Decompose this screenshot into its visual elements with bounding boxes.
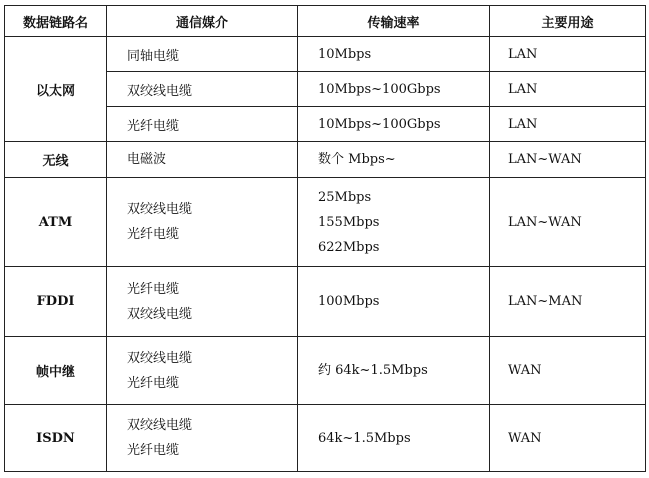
table-row-ethernet-coax bbox=[5, 37, 646, 72]
table-row-fddi bbox=[5, 267, 646, 337]
header-row bbox=[5, 6, 646, 37]
media-line: 光纤电缆 bbox=[127, 227, 180, 242]
cell-usage: LAN bbox=[490, 72, 646, 107]
cell-usage: WAN bbox=[490, 337, 646, 405]
cell-speed bbox=[298, 267, 490, 337]
header-data-link-name: 数据链路名 bbox=[5, 6, 107, 37]
media-line: 双绞线电缆 bbox=[127, 418, 193, 433]
cell-media bbox=[107, 178, 298, 267]
media-line: 光纤电缆 bbox=[127, 281, 180, 297]
cell-usage: LAN bbox=[490, 107, 646, 142]
cell-media bbox=[107, 337, 298, 405]
speed-line: 622Mbps bbox=[318, 239, 380, 255]
cell-speed bbox=[298, 142, 490, 178]
cell-media: 同轴电缆 bbox=[107, 37, 298, 72]
header-usage: 主要用途 bbox=[490, 6, 646, 37]
media-line: 电磁波 bbox=[127, 152, 167, 167]
media-line: 光纤电缆 bbox=[127, 443, 180, 458]
speed-line: 100Mbps bbox=[318, 294, 380, 309]
cell-speed bbox=[298, 337, 490, 405]
cell-media: 光纤电缆 bbox=[107, 107, 298, 142]
cell-name-isdn: ISDN bbox=[5, 405, 107, 472]
media-line: 双绞线电缆 bbox=[127, 306, 193, 322]
cell-usage: WAN bbox=[490, 405, 646, 472]
cell-usage: LAN~WAN bbox=[490, 142, 646, 178]
speed-line: 25Mbps bbox=[318, 189, 372, 205]
cell-name-ethernet: 以太网 bbox=[5, 37, 107, 142]
cell-name-atm: ATM bbox=[5, 178, 107, 267]
cell-media bbox=[107, 267, 298, 337]
cell-speed: 10Mbps~100Gbps bbox=[298, 72, 490, 107]
cell-usage: LAN bbox=[490, 37, 646, 72]
media-line: 双绞线电缆 bbox=[127, 350, 193, 366]
cell-speed: 10Mbps bbox=[298, 37, 490, 72]
media-line: 双绞线电缆 bbox=[127, 202, 193, 217]
cell-name-frame-relay: 帧中继 bbox=[5, 337, 107, 405]
speed-line: 155Mbps bbox=[318, 214, 380, 230]
cell-usage: LAN~WAN bbox=[490, 178, 646, 267]
data-link-table bbox=[4, 5, 646, 472]
cell-media: 双绞线电缆 bbox=[107, 72, 298, 107]
table-row-frame-relay bbox=[5, 337, 646, 405]
media-line: 光纤电缆 bbox=[127, 375, 180, 391]
cell-speed: 10Mbps~100Gbps bbox=[298, 107, 490, 142]
cell-usage: LAN~MAN bbox=[490, 267, 646, 337]
cell-name-fddi: FDDI bbox=[5, 267, 107, 337]
header-media: 通信媒介 bbox=[107, 6, 298, 37]
table-row-atm bbox=[5, 178, 646, 267]
cell-name-wireless: 无线 bbox=[5, 142, 107, 178]
cell-speed bbox=[298, 405, 490, 472]
table-row-wireless bbox=[5, 142, 646, 178]
speed-line: 64k~1.5Mbps bbox=[318, 430, 411, 446]
cell-media bbox=[107, 142, 298, 178]
cell-speed bbox=[298, 178, 490, 267]
speed-line: 约 64k~1.5Mbps bbox=[318, 363, 428, 378]
table-row-isdn bbox=[5, 405, 646, 472]
header-speed: 传输速率 bbox=[298, 6, 490, 37]
speed-line: 数个 Mbps~ bbox=[318, 152, 396, 167]
cell-media bbox=[107, 405, 298, 472]
